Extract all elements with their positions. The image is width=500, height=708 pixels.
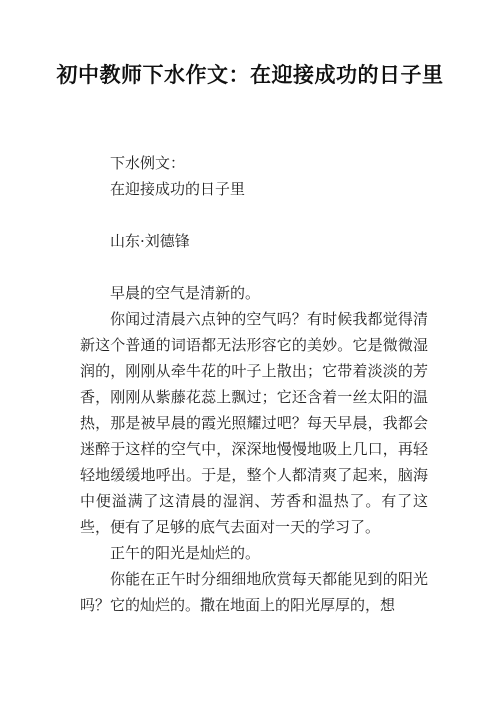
paragraph-1: 早晨的空气是清新的。 bbox=[110, 284, 261, 302]
essay-title: 在迎接成功的日子里 bbox=[110, 180, 246, 198]
document-title: 初中教师下水作文：在迎接成功的日子里 bbox=[56, 63, 444, 87]
blank-line bbox=[80, 254, 428, 280]
paragraph-4: 你能在正午时分细细地欣赏每天都能见到的阳光吗？它的灿烂的。撒在地面上的阳光厚厚的，想 bbox=[80, 570, 428, 614]
blank-line bbox=[80, 202, 428, 228]
paragraph-3: 正午的阳光是灿烂的。 bbox=[110, 544, 261, 562]
essay-author: 山东·刘德锋 bbox=[110, 232, 190, 250]
document-body bbox=[80, 150, 428, 618]
essay-label: 下水例文： bbox=[110, 154, 186, 172]
paragraph-2: 你闻过清晨六点钟的空气吗？有时候我都觉得清新这个普通的词语都无法形容它的美妙。它是微微湿润的，刚刚从牵牛花的叶子上散出；它带着淡淡的芳香，刚刚从紫藤花蕊上飘过；它还含着一丝太阳的温热，那是被早晨的霞光照耀过吧？每天早晨，我都会迷醉于这样的空气中，深深地慢慢地吸上几口，再轻轻地缓缓地呼出。于是，整个人都清爽了起来，脑海中便溢满了这清晨的湿润、芳香和温热了。有了这些，便有了足够的底气去面对一天的学习了。 bbox=[80, 310, 428, 536]
